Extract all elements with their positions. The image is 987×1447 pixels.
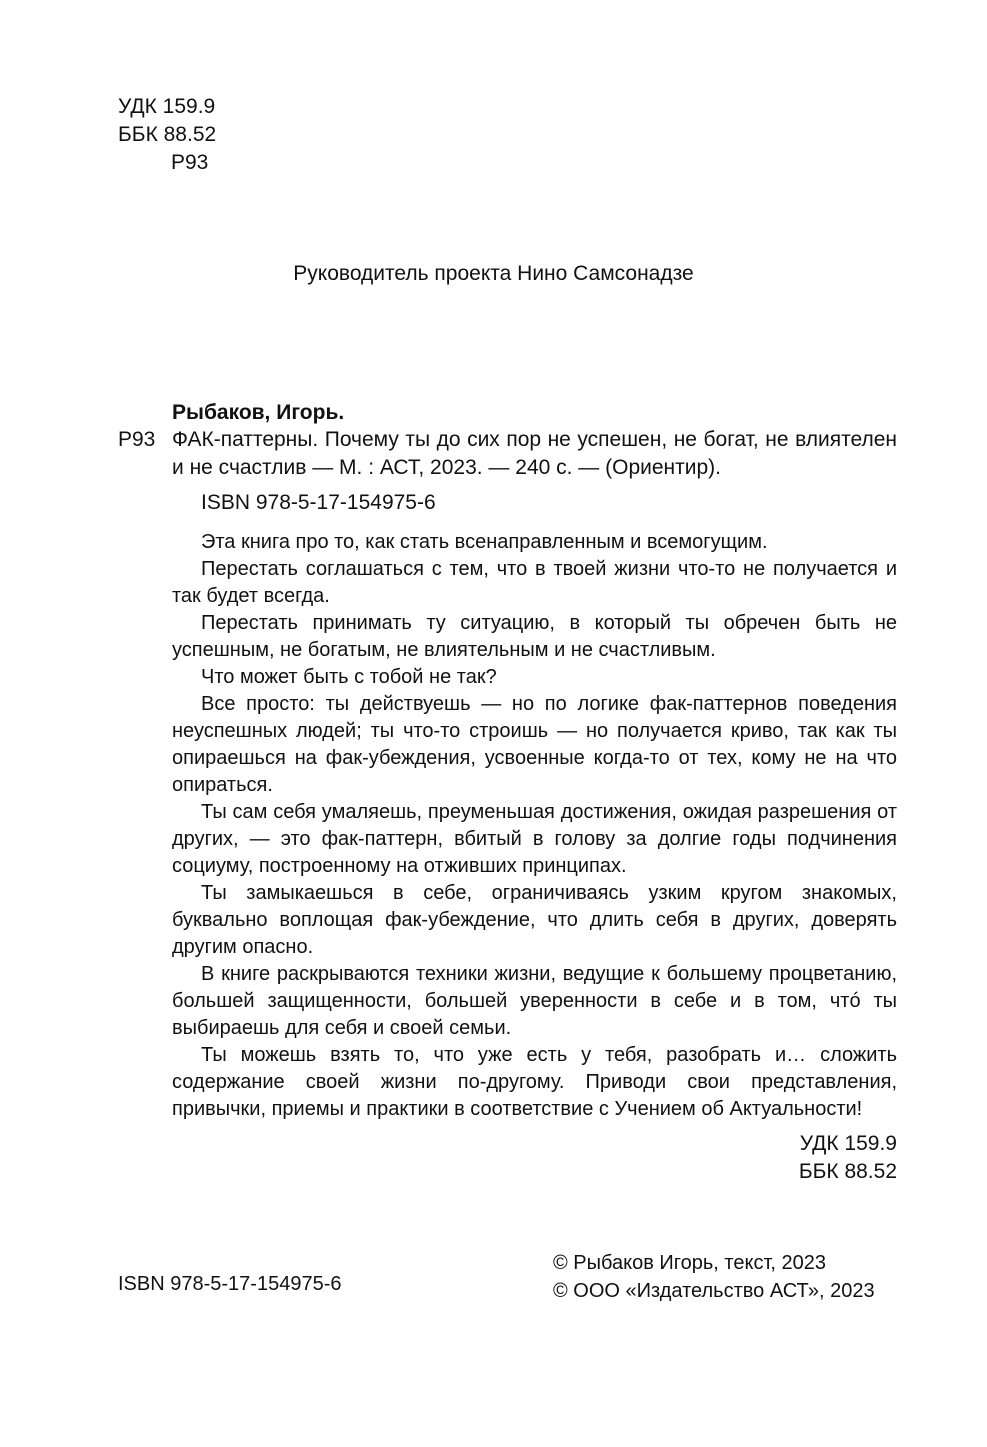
annotation-paragraph: Все просто: ты действуешь — но по логике фак-паттернов поведения неуспешных людей; ты что-то строишь — но получается криво, так как ты опираешься на фак-убеждения, усвоенные когда-то от тех, кому не на что опираться.: [172, 693, 897, 796]
annotation-paragraph: Что может быть с тобой не так?: [201, 666, 497, 688]
annotation-paragraph: В книге раскрываются техники жизни, ведущие к большему процветанию, большей защищенности, большей уверенности в себе и в том, чтó ты выбираешь для себя и своей семьи.: [172, 963, 897, 1039]
annotation-paragraph: Ты замыкаешься в себе, ограничиваясь узким кругом знакомых, буквально воплощая фак-убеждение, что длить себя в других, доверять другим опасно.: [172, 882, 897, 958]
copyright-author: © Рыбаков Игорь, текст, 2023: [553, 1252, 826, 1274]
footer-classification-codes: [597, 1130, 897, 1186]
annotation-paragraph: Ты можешь взять то, что уже есть у тебя, разобрать и… сложить содержание своей жизни по-другому. Приводи свои представления, привычки, приемы и практики в соответствие с Учением об Актуальности!: [172, 1044, 897, 1120]
author-heading: Рыбаков, Игорь.: [172, 401, 345, 424]
copyright-publisher: © ООО «Издательство АСТ», 2023: [553, 1280, 875, 1302]
bbk-code: ББК 88.52: [118, 123, 217, 146]
bibliographic-description: ФАК-паттерны. Почему ты до сих пор не успешен, не богат, не влиятелен и не счастлив — М. : АСТ, 2023. — 240 с. — (Ориентир).: [172, 428, 897, 479]
footer-bbk-code: ББК 88.52: [798, 1160, 897, 1183]
record-cutter: Р93: [118, 428, 156, 451]
classification-codes: [118, 93, 216, 177]
project-lead: Руководитель проекта Нино Самсонадзе: [293, 262, 694, 285]
footer-udk-code: УДК 159.9: [799, 1132, 897, 1155]
annotation-paragraph: Эта книга про то, как стать всенаправленным и всемогущим.: [201, 531, 768, 553]
cutter-code: Р93: [171, 151, 209, 174]
copyright-block: [553, 1249, 875, 1305]
footer-isbn: ISBN 978-5-17-154975-6: [118, 1273, 342, 1295]
annotation: [172, 529, 897, 1123]
udk-code: УДК 159.9: [118, 95, 216, 118]
annotation-paragraph: Ты сам себя умаляешь, преуменьшая достижения, ожидая разрешения от других, — это фак-паттерн, вбитый в голову за долгие годы подчинения социуму, построенному на отживших принципах.: [172, 801, 897, 877]
annotation-paragraph: Перестать принимать ту ситуацию, в который ты обречен быть не успешным, не богатым, не влиятельным и не счастливым.: [172, 612, 897, 661]
annotation-paragraph: Перестать соглашаться с тем, что в твоей жизни что-то не получается и так будет всегда.: [172, 558, 897, 607]
record-isbn: ISBN 978-5-17-154975-6: [201, 491, 436, 514]
